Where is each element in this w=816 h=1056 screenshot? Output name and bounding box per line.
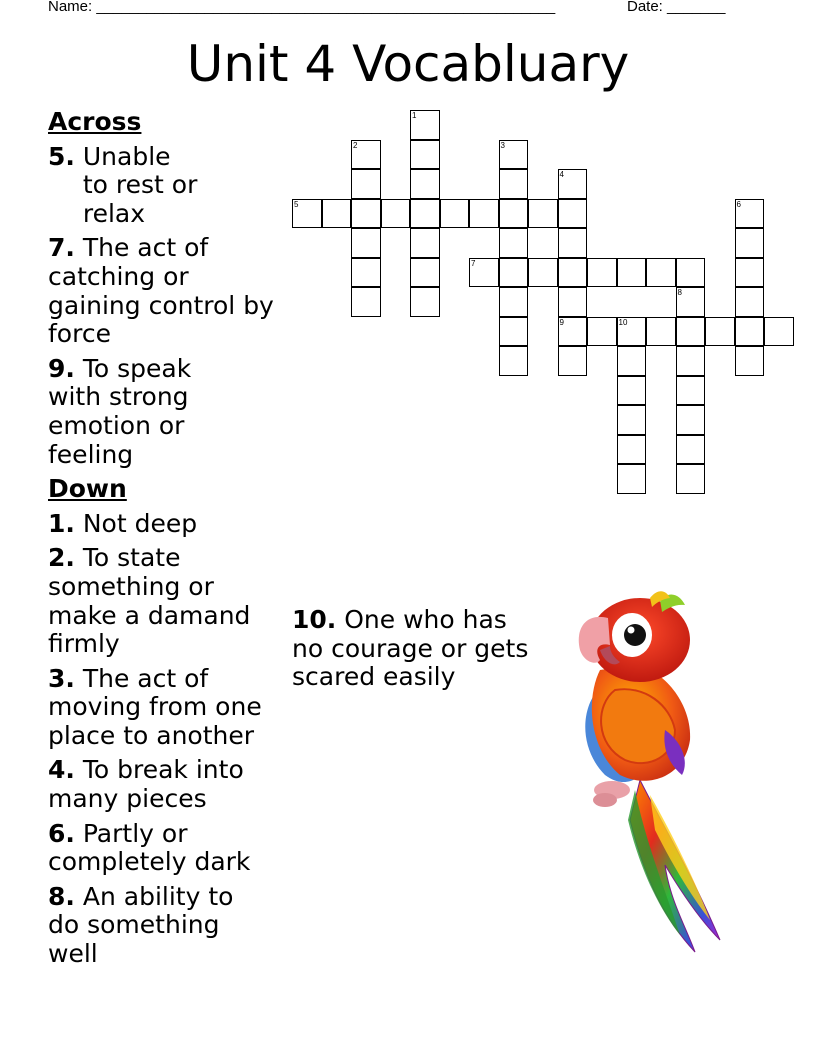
grid-cell[interactable] xyxy=(617,464,647,494)
grid-cell[interactable] xyxy=(617,376,647,406)
down-clue-8 xyxy=(48,883,248,969)
clue-text: Partly or completely dark xyxy=(48,818,251,877)
clue-text: To break into many pieces xyxy=(48,755,244,814)
grid-cell[interactable] xyxy=(735,258,765,288)
across-clue-5 xyxy=(48,143,288,229)
grid-cell[interactable] xyxy=(646,258,676,288)
cell-number: 10 xyxy=(618,317,628,327)
grid-cell[interactable] xyxy=(351,258,381,288)
grid-cell[interactable] xyxy=(410,199,440,229)
grid-cell[interactable] xyxy=(292,199,322,229)
cell-number: 8 xyxy=(677,288,682,297)
grid-cell[interactable] xyxy=(676,346,706,376)
grid-cell[interactable] xyxy=(410,110,440,140)
grid-cell[interactable] xyxy=(499,140,529,170)
clue-number: 8. xyxy=(48,881,75,911)
grid-cell[interactable] xyxy=(764,317,794,347)
down-clue-3 xyxy=(48,665,273,751)
parrot-illustration-icon xyxy=(570,590,730,955)
cell-number: 7 xyxy=(471,258,476,268)
grid-cell[interactable] xyxy=(410,228,440,258)
clue-number: 4. xyxy=(48,755,75,785)
grid-cell[interactable] xyxy=(351,228,381,258)
grid-cell[interactable] xyxy=(617,346,647,376)
grid-cell[interactable] xyxy=(587,258,617,288)
grid-cell[interactable] xyxy=(499,346,529,376)
grid-cell[interactable] xyxy=(528,199,558,229)
date-label: Date: xyxy=(627,0,663,15)
grid-cell[interactable] xyxy=(676,317,706,347)
grid-cell[interactable] xyxy=(440,199,470,229)
grid-cell[interactable] xyxy=(410,169,440,199)
clue-number: 3. xyxy=(48,663,75,693)
grid-cell[interactable] xyxy=(381,199,411,229)
cell-number: 3 xyxy=(500,140,505,150)
across-clue-7 xyxy=(48,234,288,348)
grid-cell[interactable] xyxy=(646,317,676,347)
clue-list xyxy=(48,108,288,969)
down-heading: Down xyxy=(48,474,127,504)
date-field xyxy=(627,0,725,15)
grid-cell[interactable] xyxy=(676,376,706,406)
grid-cell[interactable] xyxy=(351,140,381,170)
grid-cell[interactable] xyxy=(676,464,706,494)
across-heading: Across xyxy=(48,107,142,136)
cell-number: 6 xyxy=(736,199,741,209)
clue-text: One who has no courage or gets scared easily xyxy=(292,605,529,692)
grid-cell[interactable] xyxy=(617,435,647,465)
grid-cell[interactable] xyxy=(676,287,706,317)
grid-cell[interactable] xyxy=(676,258,706,288)
grid-cell[interactable] xyxy=(558,169,588,199)
across-clue-9 xyxy=(48,355,208,469)
clue-text: An ability to do something well xyxy=(48,881,234,969)
grid-cell[interactable] xyxy=(735,228,765,258)
clue-number: 7. xyxy=(48,233,75,263)
cell-number: 2 xyxy=(353,140,358,150)
grid-cell[interactable] xyxy=(410,140,440,170)
clue-text: The act of moving from one place to another xyxy=(48,663,262,750)
down-clue-6 xyxy=(48,820,273,877)
page-title: Unit 4 Vocabluary xyxy=(186,35,630,93)
grid-cell[interactable] xyxy=(322,199,352,229)
grid-cell[interactable] xyxy=(558,199,588,229)
grid-cell[interactable] xyxy=(351,169,381,199)
grid-cell[interactable] xyxy=(676,405,706,435)
grid-cell[interactable] xyxy=(617,405,647,435)
clue-number: 6. xyxy=(48,818,75,848)
grid-cell[interactable] xyxy=(676,435,706,465)
grid-cell[interactable] xyxy=(587,317,617,347)
grid-cell[interactable] xyxy=(705,317,735,347)
date-line: _______ xyxy=(667,0,726,15)
grid-cell[interactable] xyxy=(558,228,588,258)
grid-cell[interactable] xyxy=(499,169,529,199)
grid-cell[interactable] xyxy=(469,199,499,229)
cell-number: 5 xyxy=(294,199,299,209)
clue-text: To speak with strong emotion or feeling xyxy=(48,353,192,469)
grid-cell[interactable] xyxy=(558,258,588,288)
clue-text: Unable to rest or relax xyxy=(82,141,198,228)
clue-text: The act of catching or gaining control by force xyxy=(48,233,274,349)
grid-cell[interactable] xyxy=(351,199,381,229)
grid-cell[interactable] xyxy=(410,287,440,317)
clue-number: 5. xyxy=(48,141,75,171)
cell-number: 1 xyxy=(412,111,417,120)
name-label: Name: xyxy=(48,0,93,15)
grid-cell[interactable] xyxy=(735,346,765,376)
grid-cell[interactable] xyxy=(735,317,765,347)
grid-cell[interactable] xyxy=(558,287,588,317)
grid-cell[interactable] xyxy=(558,346,588,376)
clue-number: 2. xyxy=(48,543,75,573)
grid-cell[interactable] xyxy=(617,258,647,288)
clue-number: 1. xyxy=(48,508,75,538)
cell-number: 4 xyxy=(559,170,564,179)
grid-cell[interactable] xyxy=(351,287,381,317)
down-clue-2 xyxy=(48,544,253,658)
grid-cell[interactable] xyxy=(469,258,499,288)
clue-number: 10. xyxy=(292,605,337,634)
grid-cell[interactable] xyxy=(735,199,765,229)
grid-cell[interactable] xyxy=(735,287,765,317)
grid-cell[interactable] xyxy=(499,258,529,288)
grid-cell[interactable] xyxy=(499,199,529,229)
grid-cell[interactable] xyxy=(499,287,529,317)
grid-cell[interactable] xyxy=(410,258,440,288)
clue-text: Not deep xyxy=(82,508,198,538)
cell-number: 9 xyxy=(559,317,564,327)
down-clue-4 xyxy=(48,756,273,813)
grid-cell[interactable] xyxy=(499,228,529,258)
name-line: _______________________________________________________ xyxy=(96,0,556,15)
clue-text: To state something or make a damand firmly xyxy=(48,543,251,659)
grid-cell[interactable] xyxy=(499,317,529,347)
grid-cell[interactable] xyxy=(558,317,588,347)
down-clue-1 xyxy=(48,510,288,539)
grid-cell[interactable] xyxy=(617,317,647,347)
down-clue-10 xyxy=(292,600,532,692)
clue-number: 9. xyxy=(48,353,75,383)
grid-cell[interactable] xyxy=(528,258,558,288)
name-field xyxy=(48,0,555,15)
